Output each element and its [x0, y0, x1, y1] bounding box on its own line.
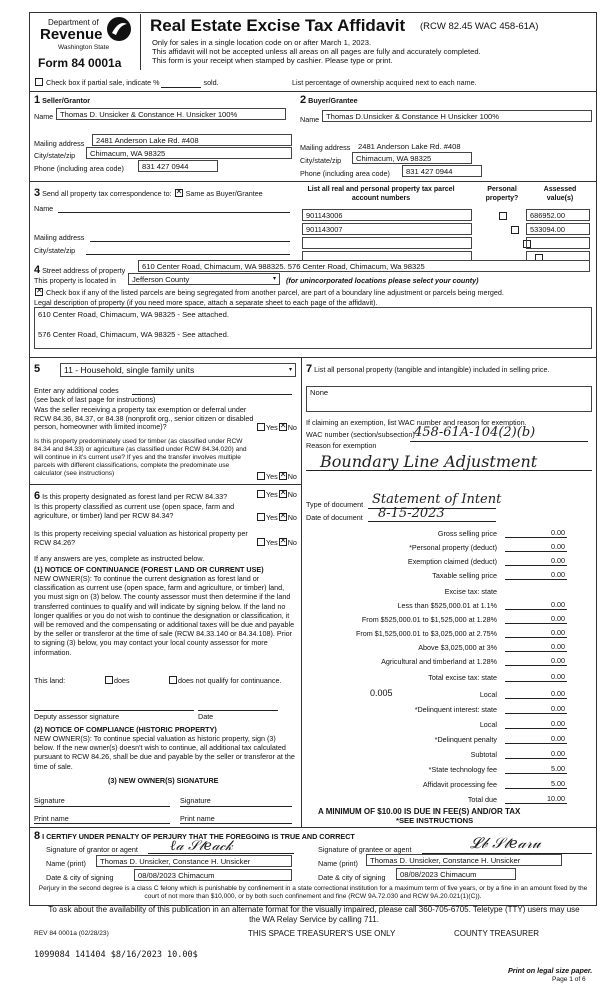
- s3-name-label: Name: [34, 204, 54, 213]
- segregated-row: ✕ Check box if any of the listed parcels are being segregated from another parcel, are part of a boundary line adjustment or parcels being merged.: [34, 288, 504, 297]
- partial-percent-field[interactable]: [161, 78, 201, 88]
- s5-q2-yes[interactable]: [257, 472, 265, 480]
- buyer-name-field[interactable]: Thomas D.Unsicker & Constance H Unsicker 100%: [322, 110, 592, 122]
- s5-q1: Was the seller receiving a property tax exemption or deferral under RCW 84.36, 84.37, or 84.38 (nonprofit org., senior citizen or disabled person, homeowner with limited income)?: [34, 405, 254, 431]
- print1-label: Print name: [34, 814, 69, 823]
- grantor-sig-label: Signature of grantor or agent: [46, 845, 138, 854]
- personal-deduct-value[interactable]: 0.00: [505, 542, 567, 552]
- minimum-note: A MINIMUM OF $10.00 IS DUE IN FEE(S) AND/OR TAX: [318, 807, 521, 816]
- doc-date-line[interactable]: [368, 521, 496, 522]
- alt-format-notice: To ask about the availability of this publication in an alternate format for the visually impaired, please call 360-705-6705. Teletype (TTY) users may use the WA Relay Service by calling 711.: [48, 905, 580, 924]
- s6-q1-yes[interactable]: [257, 490, 265, 498]
- seller-name-label: Name: [34, 112, 54, 121]
- money-row: Affidavit processing fee 5.00: [422, 779, 565, 789]
- money-row: *State technology fee 5.00: [428, 764, 565, 774]
- print1-line[interactable]: [34, 823, 170, 824]
- page-number: Page 1 of 6: [552, 976, 586, 983]
- money-row: Gross selling price 0.00: [437, 528, 565, 538]
- s3-city-label: City/state/zip: [34, 246, 76, 255]
- chevron-down-icon: ▾: [272, 276, 276, 282]
- money-row: *Delinquent interest: state 0.00: [414, 704, 565, 714]
- buyer-phone-label: Phone (including area code): [300, 169, 390, 178]
- buyer-city-label: City/state/zip: [300, 156, 342, 165]
- notice3-title: (3) NEW OWNER(S) SIGNATURE: [108, 776, 219, 785]
- s5-q2-answers: Yes✕ No: [256, 472, 297, 481]
- money-row: Exemption claimed (deduct) 0.00: [407, 556, 565, 566]
- s6-q3-no[interactable]: [279, 538, 287, 546]
- grantor-name-field[interactable]: Thomas D. Unsicker, Constance H. Unsicker: [96, 855, 292, 867]
- assessed-value-1[interactable]: 686952.00: [526, 209, 590, 221]
- section4-street-label: 4 Street address of property: [34, 264, 126, 276]
- taxable-price-value[interactable]: 0.00: [505, 570, 567, 580]
- s6-q3-answers: Yes✕ No: [256, 538, 297, 547]
- reason-label: Reason for exemption: [306, 441, 377, 450]
- gross-price-value[interactable]: 0.00: [505, 528, 567, 538]
- grantor-name-label: Name (print): [46, 859, 86, 868]
- money-row: Local 0.00: [479, 689, 565, 699]
- section4-rule: [29, 357, 597, 358]
- assessed-header: Assessed value(s): [543, 186, 577, 202]
- grantee-name-label: Name (print): [318, 859, 358, 868]
- money-row: *Delinquent penalty 0.00: [434, 734, 565, 744]
- s5-q1-answers: Yes✕ No: [256, 423, 297, 432]
- legal-label: Legal description of property (if you need more space, attach a separate sheet to each page of the affidavit).: [34, 298, 378, 307]
- grantor-date-label: Date & city of signing: [46, 873, 114, 882]
- notice2-title: (2) NOTICE OF COMPLIANCE (HISTORIC PROPERTY): [34, 725, 217, 734]
- partial-sale-label: Check box if partial sale, indicate %: [46, 78, 160, 87]
- land-use-value: 11 - Household, single family units: [64, 365, 195, 375]
- notice1-text: NEW OWNER(S): To continue the current designation as forest land or classification as current use (open space, farm and agriculture, or timber) land, you must sign on (3) below. The county assessor must then determine if the land transferred continues to qualify and will indicate by signing below. If the land no longer qualifies or you do not wish to continue the designation or classification, it will be removed and the compensating or additional taxes will be due and payable by the seller or transferor at the time of sale (RCW 84.33.140 or 84.34.108). Prior to signing (3) below, you may contact your local county assessor for more information.: [34, 574, 295, 657]
- local-tax-value[interactable]: 0.00: [505, 689, 567, 699]
- money-row: Total due 10.00: [467, 794, 565, 804]
- notice2-text: NEW OWNER(S): To continue special valuation as historic property, sign (3) below. If the new owner(s) doesn't wish to continue, all additional tax calculated pursuant to RCW 84.26, shall be due and payable by the seller or transferor at the time of sale.: [34, 734, 295, 771]
- s5-q2: Is this property predominately used for timber (as classified under RCW 84.34 and 84.33) or agriculture (as classified under RCW 84.34.020) and will continue in it's current use? If yes and the transfer involves multiple parcels with different classifications, complete the predominate use calculator (see instructions): [34, 438, 247, 477]
- s6-q2-answers: Yes✕ No: [256, 513, 297, 522]
- notice1-title: (1) NOTICE OF CONTINUANCE (FOREST LAND OR CURRENT USE): [34, 565, 264, 574]
- seller-phone-field[interactable]: 831 427 0944: [138, 160, 218, 172]
- parcel-number-1[interactable]: 901143006: [302, 209, 472, 221]
- county-treasurer: COUNTY TREASURER: [454, 929, 540, 938]
- s3-mailing-line[interactable]: [90, 241, 290, 242]
- s3-name-line[interactable]: [58, 212, 290, 213]
- unincorporated-note: (for unincorporated locations please select your county): [286, 276, 479, 285]
- personal-property-value: None: [310, 388, 329, 397]
- subtitle3: This form is your receipt when stamped by cashier. Please type or print.: [152, 56, 393, 65]
- s6-note: If any answers are yes, complete as instructed below.: [34, 554, 205, 563]
- seller-name-field[interactable]: Thomas D. Unsicker & Constance H. Unsicker 100%: [56, 108, 286, 120]
- street-address-field[interactable]: 610 Center Road, Chimacum, WA 988325. 576 Center Road, Chimacum, Wa 98325: [138, 260, 590, 272]
- personal-checkbox-1[interactable]: [499, 212, 507, 220]
- codes-label: Enter any additional codes: [34, 386, 119, 395]
- personal-checkbox-2[interactable]: [511, 226, 519, 234]
- doc-date-value[interactable]: 8-15-2023: [378, 506, 445, 521]
- sig2-line[interactable]: [180, 806, 292, 807]
- county-value: Jefferson County: [132, 275, 190, 284]
- revenue-swoosh-icon: [106, 16, 132, 42]
- reason-value[interactable]: Boundary Line Adjustment: [320, 452, 538, 471]
- personal-property-field[interactable]: [306, 386, 592, 412]
- seller-mailing-field[interactable]: 2481 Anderson Lake Rd. #408: [92, 134, 292, 146]
- receipt-stamp: 1099084 141404 $8/16/2023 10.00$: [34, 950, 198, 960]
- dept-line3: Washington State: [58, 44, 110, 51]
- wac-value[interactable]: 458-61A-104(2)(b): [414, 425, 536, 440]
- buyer-city-field[interactable]: Chimacum, WA 98325: [352, 152, 472, 164]
- print-legal-note: Print on legal size paper.: [508, 966, 593, 975]
- form-number: Form 84 0001a: [38, 56, 122, 70]
- s6-q3-yes[interactable]: [257, 538, 265, 546]
- doc-date-label: Date of document: [306, 513, 363, 522]
- money-row: Less than $525,000.01 at 1.1% 0.00: [397, 600, 565, 610]
- personal-header: Personal property?: [485, 186, 519, 202]
- partial-sold-label: sold.: [203, 78, 219, 87]
- s5-q1-yes[interactable]: [257, 423, 265, 431]
- does-not-checkbox[interactable]: [169, 676, 177, 684]
- dept-line1: Department of: [48, 18, 99, 27]
- money-row: Agricultural and timberland at 1.28% 0.00: [381, 656, 565, 666]
- deputy-date-line[interactable]: [198, 710, 278, 711]
- codes-note: (see back of last page for instructions): [34, 395, 156, 404]
- deputy-label: Deputy assessor signature: [34, 712, 120, 721]
- total-due-value[interactable]: 10.00: [505, 794, 567, 804]
- grantee-date-field[interactable]: 08/08/2023 Chimacum: [396, 868, 516, 880]
- money-row: Local 0.00: [479, 719, 565, 729]
- sig2-label: Signature: [180, 796, 211, 805]
- parcel-number-3[interactable]: [302, 237, 472, 249]
- s6-q1-answers: Yes✕ No: [256, 490, 297, 499]
- doc-type-value[interactable]: Statement of Intent: [372, 492, 502, 507]
- subtitle1: Only for sales in a single location code on or after March 1, 2023.: [152, 38, 372, 47]
- legal-line-1: 610 Center Road, Chimacum, WA 98325 - See attached.: [38, 310, 229, 319]
- s5-q2-no[interactable]: [279, 472, 287, 480]
- assessed-value-3[interactable]: [526, 237, 590, 249]
- buyer-phone-field[interactable]: 831 427 0944: [402, 165, 482, 177]
- ownership-note: List percentage of ownership acquired next to each name.: [292, 78, 477, 87]
- buyer-heading: 2 Buyer/Grantee: [300, 94, 358, 106]
- land-use-select[interactable]: [60, 363, 296, 377]
- money-row: Total excise tax: state 0.00: [428, 672, 565, 682]
- does-checkbox[interactable]: [105, 676, 113, 684]
- subtitle2: This affidavit will not be accepted unless all areas on all pages are fully and accurately completed.: [152, 47, 481, 56]
- seller-mailing-label: Mailing address: [34, 139, 85, 148]
- exemption-deduct-value[interactable]: 0.00: [505, 556, 567, 566]
- treasurer-use: THIS SPACE TREASURER'S USE ONLY: [248, 929, 396, 938]
- form-title-ref: (RCW 82.45 WAC 458-61A): [420, 21, 539, 32]
- seller-city-field[interactable]: Chimacum, WA 98325: [86, 147, 292, 159]
- assessed-value-2[interactable]: 533094.00: [526, 223, 590, 235]
- section7-label: 7 List all personal property (tangible and intangible) included in selling price.: [306, 363, 550, 375]
- section8-label: 8 I CERTIFY UNDER PENALTY OF PERJURY THAT THE FOREGOING IS TRUE AND CORRECT: [34, 830, 355, 842]
- header-rule: [29, 91, 597, 92]
- local-rate: 0.005: [370, 688, 393, 698]
- dept-line2: Revenue: [40, 26, 103, 43]
- grantor-date-field[interactable]: 08/08/2023 Chimacum: [134, 869, 292, 881]
- print2-line[interactable]: [180, 823, 292, 824]
- legal-line-2: 576 Center Road, Chimacum, WA 98325 - See attached.: [38, 330, 229, 339]
- deputy-sig-line[interactable]: [34, 710, 194, 711]
- seller-phone-label: Phone (including area code): [34, 164, 124, 173]
- print2-label: Print name: [180, 814, 215, 823]
- codes-line[interactable]: [132, 394, 292, 395]
- money-row: Excise tax: state: [444, 587, 497, 596]
- section5-number: 5: [34, 363, 41, 375]
- money-row: Above $3,025,000 at 3% 0.00: [418, 642, 565, 652]
- see-instructions: *SEE INSTRUCTIONS: [396, 816, 474, 825]
- s6-q3: Is this property receiving special valuation as historical property per RCW 84.26?: [34, 529, 248, 547]
- s6-q1: 6 Is this property designated as forest land per RCW 84.33?: [34, 490, 228, 502]
- wac-line[interactable]: [410, 441, 588, 442]
- does-not-row: does not qualify for continuance.: [168, 676, 282, 685]
- rev-code: REV 84 0001a (02/28/23): [34, 930, 109, 937]
- section12-rule: [29, 181, 597, 182]
- perjury-notice: Perjury in the second degree is a class C felony which is punishable by confinement in a state correctional institution for a maximum term of five years, or by a fine in an amount fixed by the court of not more than $10,000, or by both such confinement and fine (RCW 9A.72.030 and RCW 9A.20.021(1)(C)).: [38, 885, 588, 900]
- form-title: Real Estate Excise Tax Affidavit: [150, 16, 406, 35]
- column-divider: [301, 357, 302, 827]
- sig1-line[interactable]: [34, 806, 170, 807]
- buyer-mailing-label: Mailing address: [300, 143, 351, 152]
- grantee-name-field[interactable]: Thomas D. Unsicker, Constance H. Unsicker: [366, 854, 562, 866]
- s5-s6-rule: [29, 484, 301, 485]
- header-divider: [140, 14, 141, 70]
- does-row: does: [104, 676, 130, 685]
- parcel-header: List all real and personal property tax parcel account numbers: [307, 186, 455, 202]
- total-excise-value[interactable]: 0.00: [505, 672, 567, 682]
- partial-sale-checkbox[interactable]: [35, 78, 43, 86]
- s3-city-line[interactable]: [86, 254, 290, 255]
- money-row: *Personal property (deduct) 0.00: [409, 542, 565, 552]
- s3-mailing-label: Mailing address: [34, 233, 85, 242]
- segregated-checkbox[interactable]: [35, 288, 43, 296]
- legal-description-field[interactable]: [34, 307, 592, 349]
- money-row: From $525,000.01 to $1,525,000 at 1.28% 0.00: [361, 614, 565, 624]
- sig1-label: Signature: [34, 796, 65, 805]
- deputy-date-label: Date: [198, 712, 214, 721]
- money-row: Taxable selling price 0.00: [432, 570, 565, 580]
- doc-type-label: Type of document: [306, 500, 364, 509]
- wac-label: WAC number (section/subsection): [306, 430, 415, 439]
- s6-q2-no[interactable]: [279, 513, 287, 521]
- s5-q1-no[interactable]: [279, 423, 287, 431]
- s6-q2-yes[interactable]: [257, 513, 265, 521]
- parcel-number-2[interactable]: 901143007: [302, 223, 472, 235]
- grantor-signature-icon: ℓ𝒶 𝒮𝓉𝑒𝒶𝒸𝓀: [170, 838, 233, 854]
- chevron-down-icon: ▾: [288, 367, 292, 373]
- buyer-name-label: Name: [300, 115, 320, 124]
- money-row: From $1,525,000.01 to $3,025,000 at 2.75% 0.00: [355, 628, 565, 638]
- grantee-date-label: Date & city of signing: [318, 873, 386, 882]
- grantee-signature-icon: 𝓛𝒷 𝒮𝓉𝑒𝒶𝓇𝓊: [470, 834, 541, 852]
- located-label: This property is located in: [34, 276, 116, 285]
- buyer-mailing-value[interactable]: 2481 Anderson Lake Rd. #408: [358, 142, 461, 151]
- section7-8-rule: [29, 827, 597, 828]
- same-as-buyer-checkbox[interactable]: [175, 189, 183, 197]
- s6-q2: Is this property classified as current use (open space, farm and agriculture, or timber) land per RCW 84.34?: [34, 502, 235, 520]
- money-row: Subtotal 0.00: [470, 749, 565, 759]
- section3-heading: 3 Send all property tax correspondence to: ✕ Same as Buyer/Grantee: [34, 187, 263, 199]
- county-select[interactable]: [128, 273, 280, 285]
- seller-city-label: City/state/zip: [34, 151, 76, 160]
- s6-q1-no[interactable]: [279, 490, 287, 498]
- exemption-label: If claiming an exemption, list WAC number and reason for exemption.: [306, 418, 527, 427]
- this-land-label: This land:: [34, 676, 66, 685]
- partial-sale-row: [34, 78, 219, 88]
- seller-heading: 1 Seller/Grantor: [34, 94, 91, 106]
- grantee-sig-label: Signature of grantee or agent: [318, 845, 412, 854]
